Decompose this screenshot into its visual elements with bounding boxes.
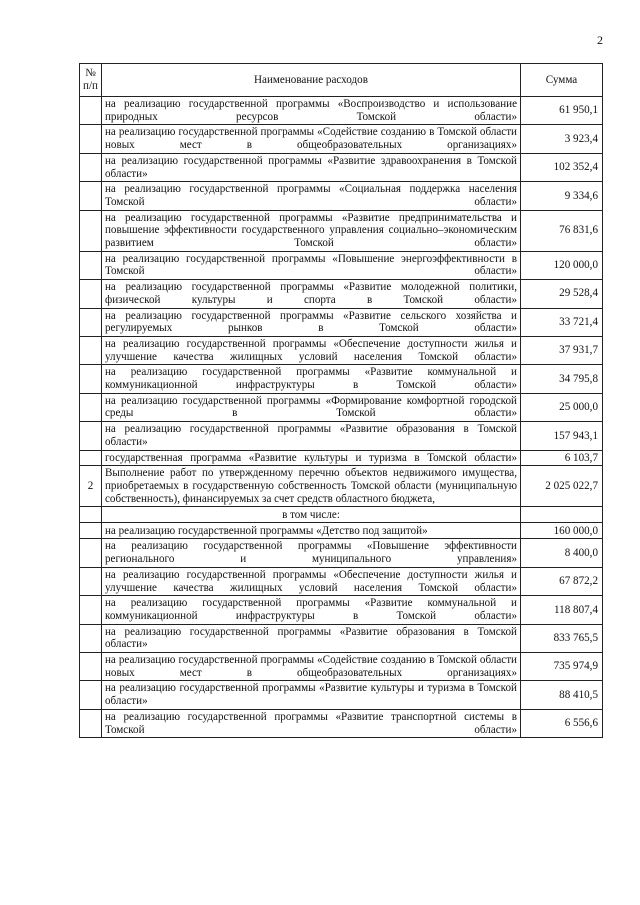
table-row — [80, 153, 603, 181]
table-row — [80, 507, 603, 523]
table-row — [80, 523, 603, 539]
table-row — [80, 709, 603, 737]
expense-amount: 6 556,6 — [521, 709, 603, 737]
row-number — [80, 523, 102, 539]
expense-name: на реализацию государственной программы «Обеспечение доступности жилья и улучшение качества жилищных условий населения Томской области» — [102, 567, 521, 595]
expense-name: на реализацию государственной программы «Содействие созданию в Томской области новых мест в общеобразовательных организациях» — [102, 125, 521, 153]
expense-name: на реализацию государственной программы «Формирование комфортной городской среды в Томской области» — [102, 393, 521, 421]
page-number: 2 — [597, 33, 603, 47]
row-number — [80, 681, 102, 709]
expenses-table — [79, 63, 603, 738]
row-number — [80, 539, 102, 567]
table-row — [80, 97, 603, 125]
expense-amount: 118 807,4 — [521, 596, 603, 624]
expense-name: на реализацию государственной программы «Повышение эффективности регионального и муниципального управления» — [102, 539, 521, 567]
expense-name: на реализацию государственной программы «Социальная поддержка населения Томской области» — [102, 182, 521, 210]
row-number — [80, 125, 102, 153]
expense-amount: 157 943,1 — [521, 422, 603, 450]
expense-amount: 37 931,7 — [521, 336, 603, 364]
expense-name: на реализацию государственной программы «Развитие образования в Томской области» — [102, 422, 521, 450]
expense-name: на реализацию государственной программы «Развитие транспортной системы в Томской области» — [102, 709, 521, 737]
row-number — [80, 653, 102, 681]
expense-name: государственная программа «Развитие культуры и туризма в Томской области» — [102, 450, 521, 466]
row-number — [80, 210, 102, 251]
table-row — [80, 466, 603, 507]
expense-name: на реализацию государственной программы «Развитие образования в Томской области» — [102, 624, 521, 652]
header-expense-name: Наименование расходов — [102, 64, 521, 97]
table-row — [80, 450, 603, 466]
table-row — [80, 624, 603, 652]
expense-name: на реализацию государственной программы «Развитие предпринимательства и повышение эффективности государственного управления социально–экономическим развитием Томской области» — [102, 210, 521, 251]
expense-amount: 6 103,7 — [521, 450, 603, 466]
table-body — [80, 97, 603, 738]
expense-amount: 33 721,4 — [521, 308, 603, 336]
table-row — [80, 308, 603, 336]
expense-name: на реализацию государственной программы «Развитие сельского хозяйства и регулируемых рынков в Томской области» — [102, 308, 521, 336]
header-number-abbr: п/п — [83, 80, 98, 92]
table-row — [80, 567, 603, 595]
expense-amount: 8 400,0 — [521, 539, 603, 567]
expense-amount: 9 334,6 — [521, 182, 603, 210]
expense-amount: 76 831,6 — [521, 210, 603, 251]
table-row — [80, 393, 603, 421]
expense-amount: 3 923,4 — [521, 125, 603, 153]
row-number — [80, 596, 102, 624]
row-number — [80, 153, 102, 181]
header-amount: Сумма — [521, 64, 603, 97]
table-row — [80, 596, 603, 624]
expense-amount: 25 000,0 — [521, 393, 603, 421]
row-number — [80, 422, 102, 450]
row-number — [80, 251, 102, 279]
expense-amount: 120 000,0 — [521, 251, 603, 279]
row-number — [80, 507, 102, 523]
table-row — [80, 422, 603, 450]
table-row — [80, 182, 603, 210]
row-number — [80, 336, 102, 364]
header-row — [80, 64, 603, 97]
expense-name: на реализацию государственной программы «Детство под защитой» — [102, 523, 521, 539]
expense-name: на реализацию государственной программы «Развитие коммунальной и коммуникационной инфраструктуры в Томской области» — [102, 596, 521, 624]
header-number-symbol: № — [85, 67, 96, 79]
expense-name: на реализацию государственной программы «Повышение энергоэффективности в Томской области» — [102, 251, 521, 279]
expense-name: на реализацию государственной программы «Развитие культуры и туризма в Томской области» — [102, 681, 521, 709]
row-number — [80, 709, 102, 737]
row-number — [80, 365, 102, 393]
row-number: 2 — [80, 466, 102, 507]
expense-amount: 88 410,5 — [521, 681, 603, 709]
expense-name: на реализацию государственной программы «Воспроизводство и использование природных ресурсов Томской области» — [102, 97, 521, 125]
row-number — [80, 450, 102, 466]
expense-name: на реализацию государственной программы «Обеспечение доступности жилья и улучшение качества жилищных условий населения Томской области» — [102, 336, 521, 364]
table-row — [80, 336, 603, 364]
expense-amount: 67 872,2 — [521, 567, 603, 595]
expense-amount: 34 795,8 — [521, 365, 603, 393]
expense-name: на реализацию государственной программы «Развитие молодежной политики, физической культуры и спорта в Томской области» — [102, 280, 521, 308]
table-row — [80, 210, 603, 251]
table-header — [80, 64, 603, 97]
expense-amount: 102 352,4 — [521, 153, 603, 181]
row-number — [80, 624, 102, 652]
row-number — [80, 393, 102, 421]
expense-name: Выполнение работ по утвержденному перечню объектов недвижимого имущества, приобретаемых в государственную собственность Томской области (муниципальную собственность), финансируемых за счет средств областного бюджета, — [102, 466, 521, 507]
row-number — [80, 97, 102, 125]
expense-name: на реализацию государственной программы «Развитие коммунальной и коммуникационной инфраструктуры в Томской области» — [102, 365, 521, 393]
expense-name: в том числе: — [102, 507, 521, 523]
expense-amount: 160 000,0 — [521, 523, 603, 539]
expense-amount: 2 025 022,7 — [521, 466, 603, 507]
row-number — [80, 308, 102, 336]
expense-amount — [521, 507, 603, 523]
expense-amount: 29 528,4 — [521, 280, 603, 308]
row-number — [80, 567, 102, 595]
table-row — [80, 539, 603, 567]
expense-amount: 61 950,1 — [521, 97, 603, 125]
expense-amount: 735 974,9 — [521, 653, 603, 681]
expense-amount: 833 765,5 — [521, 624, 603, 652]
table-row — [80, 365, 603, 393]
row-number — [80, 182, 102, 210]
table-row — [80, 681, 603, 709]
table-row — [80, 125, 603, 153]
expense-name: на реализацию государственной программы «Содействие созданию в Томской области новых мест в общеобразовательных организациях» — [102, 653, 521, 681]
table-row — [80, 653, 603, 681]
row-number — [80, 280, 102, 308]
table-row — [80, 251, 603, 279]
table-row — [80, 280, 603, 308]
header-number — [80, 64, 102, 97]
expense-name: на реализацию государственной программы «Развитие здравоохранения в Томской области» — [102, 153, 521, 181]
